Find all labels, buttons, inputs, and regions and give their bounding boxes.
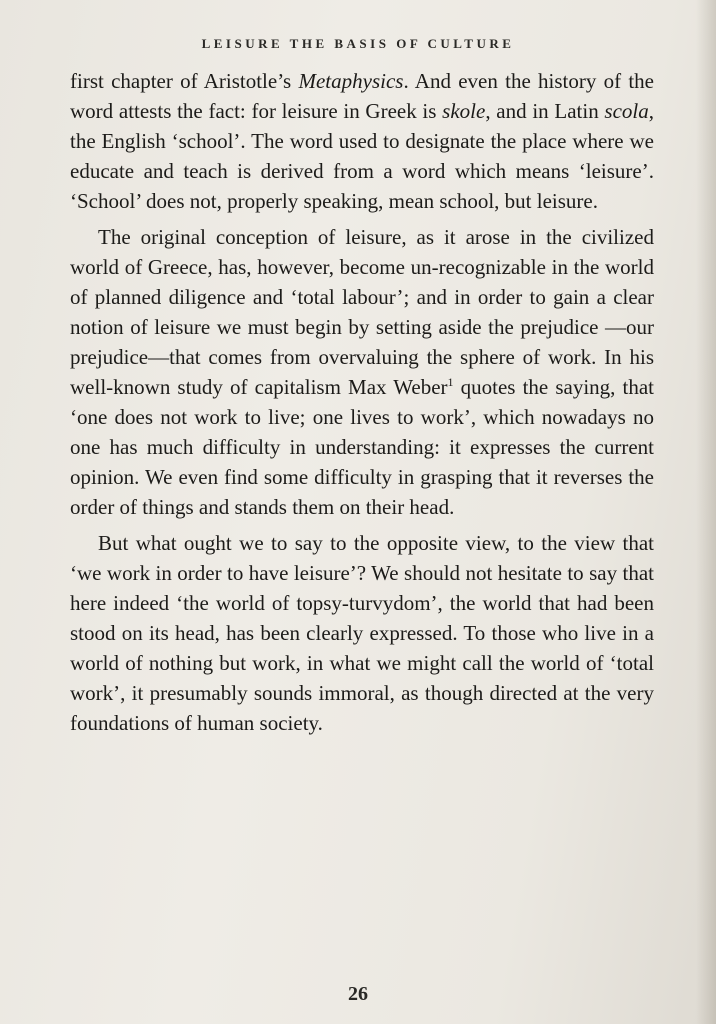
text-run: , and in Latin [485,99,605,123]
running-head: LEISURE THE BASIS OF CULTURE [201,36,515,51]
text-run: . And even the history of the word attests the fact: for leisure in Greek is [70,69,654,123]
italic-term: scola [604,99,649,123]
body-text [70,66,654,744]
text-run: first chapter of Aristotle’s [70,69,299,93]
italic-term: Metaphysics [298,69,404,93]
italic-term: skole [442,99,486,123]
text-run: The original conception of leisure, as it arose in the civilized world of Greece, has, however, become un-recognizable in the world of planned diligence and ‘total labour’; and in order to gain a clear notion of leisure we must begin by setting aside the prejudice —our prejudice—that comes from overvaluing the sphere of work. In his well-known study of capitalism Max Weber [70,225,654,399]
page-number: 26 [348,983,368,1005]
text-run: quotes the saying, that ‘one does not work to live; one lives to work’, which nowadays no one has much difficulty in understanding: it expresses the current opinion. We even find some difficulty in grasping that it reverses the order of things and stands them on their head. [70,375,654,519]
paragraph-3 [70,528,654,738]
text-run: But what ought we to say to the opposite view, to the view that ‘we work in order to have leisure’? We should not hesitate to say that here indeed ‘the world of topsy-turvydom’, the world that had been stood on its head, has been clearly expressed. To those who live in a world of nothing but work, in what we might call the world of ‘total work’, it presumably sounds immoral, as though directed at the very foundations of human society. [70,531,654,735]
text-run: , the English ‘school’. The word used to designate the place where we educate and teach is derived from a word which means ‘leisure’. ‘School’ does not, properly speaking, mean school, but leisure. [70,99,654,213]
footnote-marker: 1 [447,375,454,389]
paragraph-2 [70,222,654,522]
page-edge-shadow [696,0,716,1024]
paragraph-1 [70,66,654,216]
